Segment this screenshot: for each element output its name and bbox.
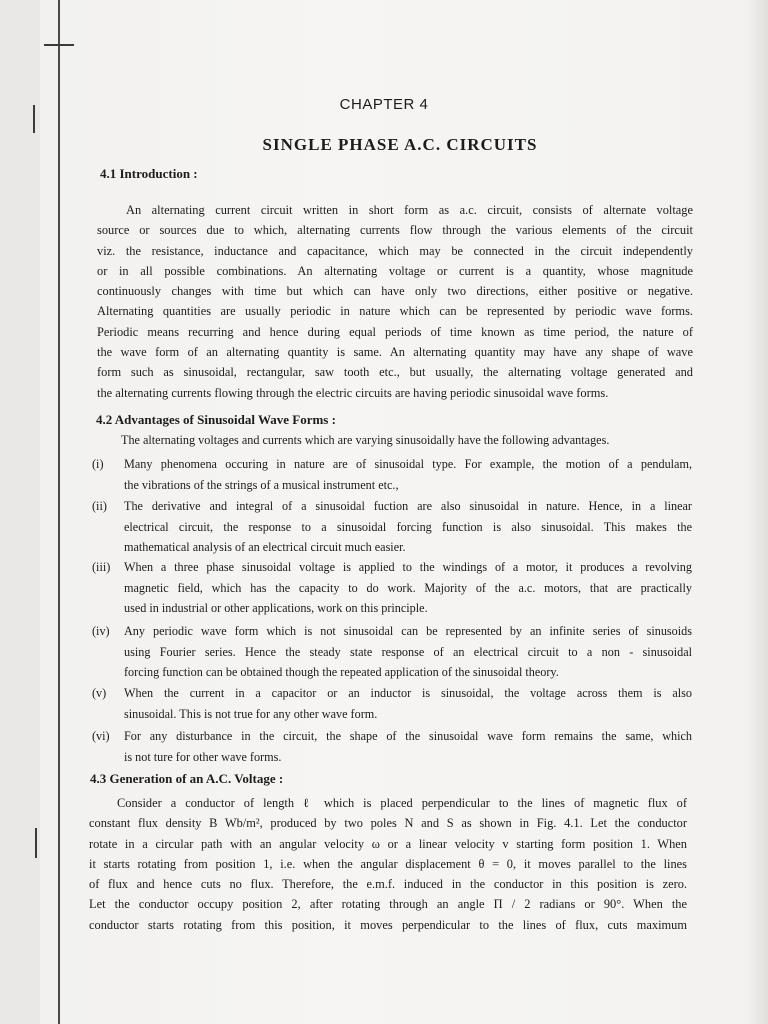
- margin-tick: [44, 44, 74, 46]
- text-line: it starts rotating from position 1, i.e. when the angular displacement θ = 0, it moves parallel to the lines: [89, 856, 687, 871]
- list-number: (i): [92, 457, 104, 471]
- text-line: Consider a conductor of length ℓ which is placed perpendicular to the lines of magnetic flux of: [117, 796, 687, 810]
- text-line: When the current in a capacitor or an inductor is sinusoidal, the voltage across them is also: [124, 686, 692, 700]
- text-line: Alternating quantities are usually periodic in nature which can be represented by periodic wave forms.: [97, 304, 693, 319]
- text-line: Let the conductor occupy position 2, after rotating through an angle Π / 2 radians or 90°. When the: [89, 897, 687, 912]
- list-number: (v): [92, 686, 107, 700]
- text-line: continuously changes with time but which can have only two directions, either positive or negative.: [97, 284, 693, 299]
- section-paragraph: [89, 793, 687, 935]
- section-heading: 4.1 Introduction :: [100, 166, 198, 181]
- text-line: Many phenomena occuring in nature are of sinusoidal type. For example, the motion of a pendulam,: [124, 457, 692, 471]
- text-line: conductor starts rotating from this position, it moves perpendicular to the lines of flux, cuts maximum: [89, 917, 687, 932]
- text-line: mathematical analysis of an electrical circuit much easier.: [124, 540, 406, 554]
- chapter-title: SINGLE PHASE A.C. CIRCUITS: [262, 135, 538, 154]
- text-line: source or sources due to which, alternating currents flow through the various elements of the circuit: [97, 223, 693, 238]
- text-line: Periodic means recurring and hence during equal periods of time known as time period, the nature of: [97, 324, 693, 339]
- text-line: viz. the resistance, inductance and capacitance, which may be connected in the circuit independently: [97, 243, 693, 258]
- margin-mark: [35, 828, 37, 858]
- text-line: Any periodic wave form which is not sinusoidal can be represented by an infinite series of sinusoids: [124, 624, 692, 638]
- text-line: or in all possible combinations. An alternating voltage or current is a quantity, whose magnitude: [97, 263, 693, 278]
- text-line: sinusoidal. This is not true for any other wave form.: [124, 706, 378, 721]
- list-number: (vi): [92, 729, 110, 743]
- text-line: the alternating currents flowing through the electric circuits are having periodic sinusoidal wave forms.: [97, 385, 609, 400]
- section-heading: 4.3 Generation of an A.C. Voltage :: [90, 771, 284, 786]
- list-number: (iii): [92, 560, 111, 574]
- text-line: rotate in a circular path with an angular velocity ω or a linear velocity v starting form position 1. When: [89, 836, 687, 851]
- chapter-label: CHAPTER 4: [339, 96, 429, 113]
- list-number: (iv): [92, 624, 110, 638]
- text-line: is not ture for other wave forms.: [124, 749, 282, 764]
- text-line: An alternating current circuit written in short form as a.c. circuit, consists of alternate voltage: [126, 203, 693, 217]
- text-line: forcing function can be obtained though the repeated application of the sinusoidal theory.: [124, 665, 559, 679]
- section-intro: The alternating voltages and currents which are varying sinusoidally have the following advantages.: [121, 433, 610, 447]
- text-line: constant flux density B Wb/m², produced by two poles N and S as shown in Fig. 4.1. Let the conductor: [89, 816, 687, 831]
- text-line: the wave form of an alternating quantity is same. An alternating quantity may have any shape of wave: [97, 345, 693, 360]
- section-paragraph: [97, 200, 693, 403]
- text-line: The derivative and integral of a sinusoidal fuction are also sinusoidal in nature. Hence, in a linear: [124, 499, 692, 513]
- text-line: the vibrations of the strings of a musical instrument etc.,: [124, 477, 399, 492]
- text-line: form such as sinusoidal, rectangular, saw tooth etc., but usually, the alternating voltage generated and: [97, 365, 693, 380]
- text-line: magnetic field, which has the capacity to do work. Majority of the a.c. motors, that are practically: [124, 580, 692, 595]
- list-number: (ii): [92, 499, 107, 513]
- text-line: used in industrial or other applications, work on this principle.: [124, 601, 428, 615]
- text-line: For any disturbance in the circuit, the shape of the sinusoidal wave form remains the same, which: [124, 729, 692, 743]
- text-line: of flux and hence cuts no flux. Therefore, the e.m.f. induced in the conductor in this position is zero.: [89, 877, 687, 892]
- text-line: using Fourier series. Hence the steady state response of an electrical circuit to a non - sinusoidal: [124, 644, 692, 659]
- text-line: electrical circuit, the response to a sinusoidal forcing function is also sinusoidal. This makes the: [124, 519, 692, 534]
- section-heading: 4.2 Advantages of Sinusoidal Wave Forms :: [96, 412, 336, 427]
- text-line: When a three phase sinusoidal voltage is applied to the windings of a motor, it produces a revolving: [124, 560, 692, 574]
